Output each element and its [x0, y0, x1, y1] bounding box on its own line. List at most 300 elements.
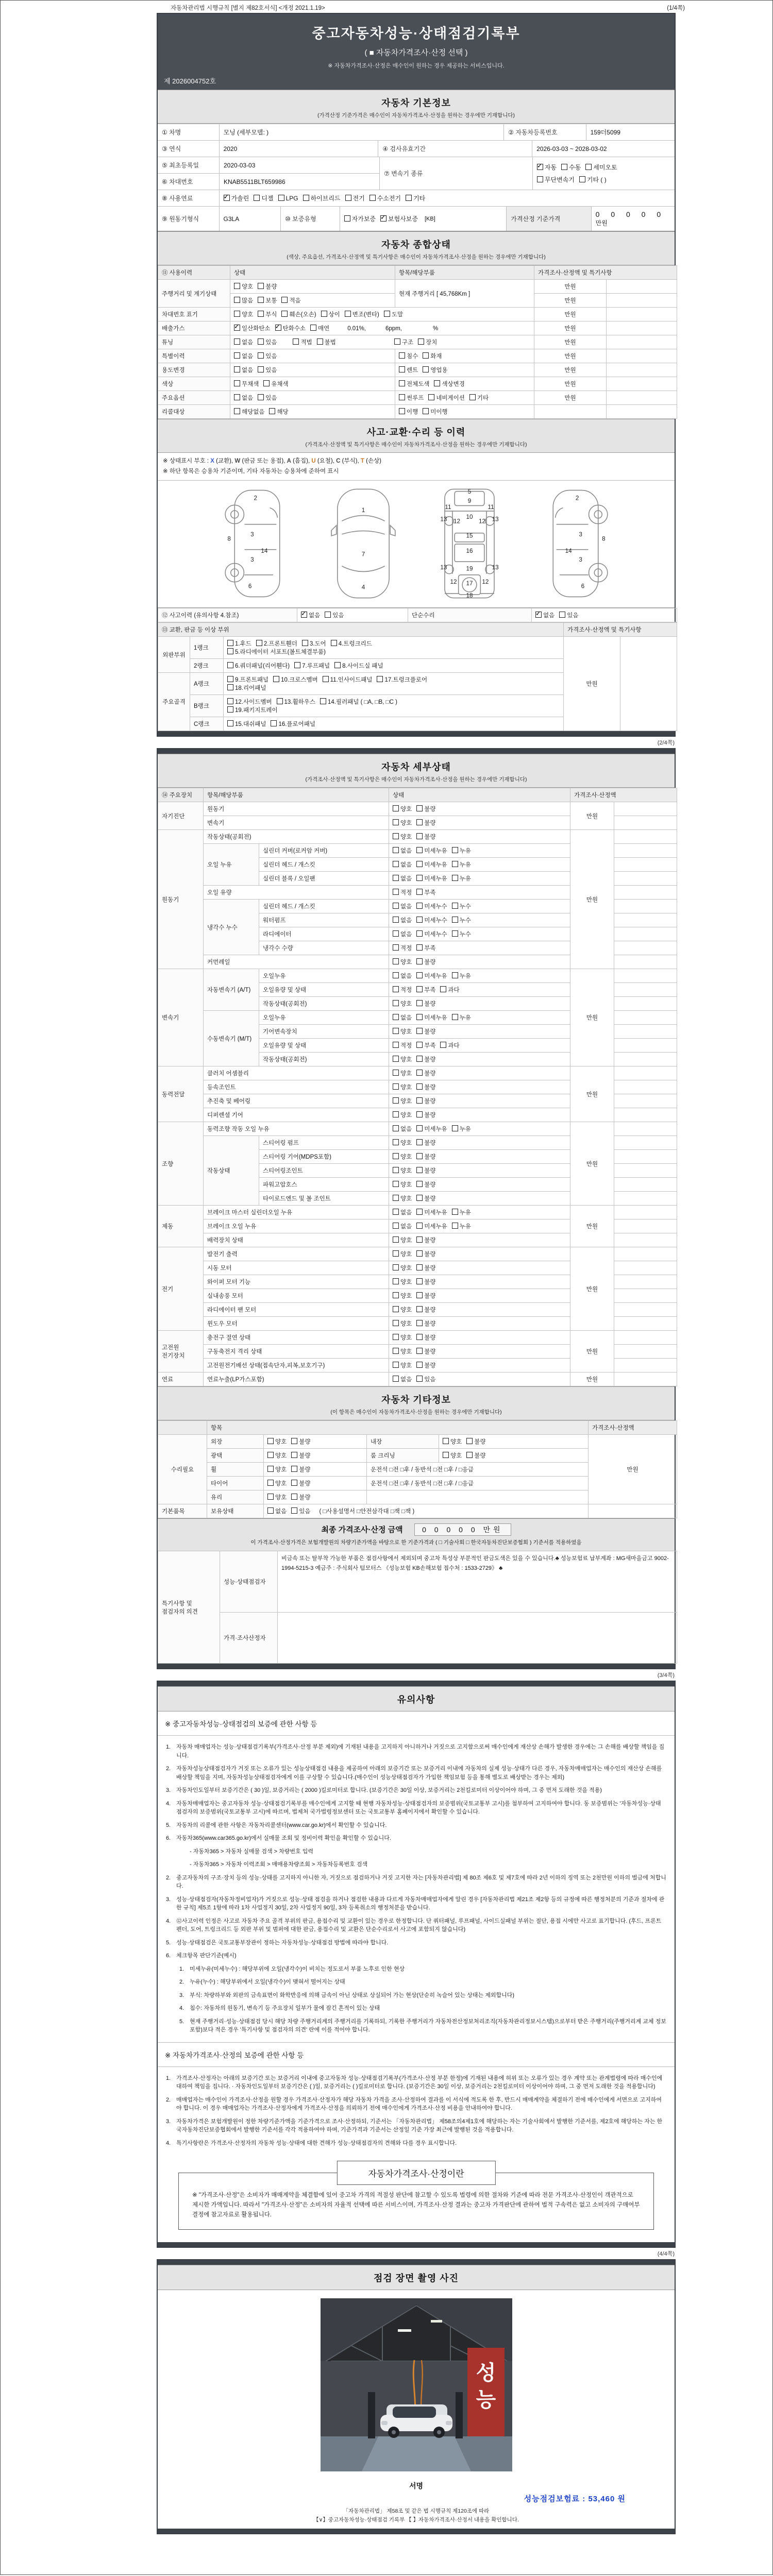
- checkbox[interactable]: [267, 1466, 274, 1472]
- column-header: 가격조사·산정액: [570, 788, 677, 802]
- checkbox[interactable]: [269, 408, 275, 414]
- checkbox[interactable]: [585, 164, 592, 170]
- checkbox[interactable]: [416, 1139, 423, 1145]
- option-양호: 양호: [267, 1437, 287, 1446]
- checkbox[interactable]: [416, 805, 423, 811]
- checkbox[interactable]: [291, 1480, 297, 1486]
- page-3: [157, 1681, 676, 2248]
- diagram-panel-number: 8: [227, 535, 231, 543]
- checkbox[interactable]: [416, 1056, 423, 1062]
- panel-options: [224, 717, 564, 731]
- option-19.패키지트레이: 19.패키지트레이: [227, 706, 278, 714]
- checkbox[interactable]: [393, 1334, 399, 1340]
- option-적정: 적정: [393, 986, 412, 994]
- checkbox[interactable]: [399, 408, 405, 414]
- checkbox[interactable]: [393, 917, 399, 923]
- price-cell: 만원: [564, 637, 620, 731]
- checkbox[interactable]: [416, 1070, 423, 1076]
- checkbox[interactable]: [393, 1209, 399, 1215]
- checkbox[interactable]: [258, 366, 264, 372]
- checkbox[interactable]: [393, 847, 399, 853]
- checkbox[interactable]: [443, 1452, 449, 1458]
- etc-info-header: [158, 1386, 675, 1420]
- checkbox[interactable]: [416, 1278, 423, 1284]
- checkbox[interactable]: [393, 1278, 399, 1284]
- checkbox[interactable]: [317, 338, 323, 345]
- checkbox[interactable]: [227, 648, 233, 654]
- note-cell: [614, 844, 677, 858]
- checkbox[interactable]: [416, 903, 423, 909]
- basic-items-group-label: 기본품목: [158, 1504, 207, 1518]
- diagram-panel-number: 6: [248, 583, 251, 590]
- sub-group-label: 냉각수 누수: [204, 900, 259, 955]
- state-cell: [389, 1317, 570, 1331]
- opinion-text: 비금속 또는 탈부착 가능한 부품은 점검사항에서 제외되며 중고차 특성상 부분적인 판금도색은 있을 수 있습니다.♣ 성능보험료 납부계좌 : MG새마을금고 9002-1994-5215-3 예금주 : 주식회사 텀모터스 《성능보험 KB손해보험 접수처 : 1533-2729》 ♣: [278, 1551, 677, 1613]
- checkbox[interactable]: [310, 325, 316, 331]
- checkbox[interactable]: [416, 1153, 423, 1159]
- checkbox[interactable]: [277, 698, 283, 704]
- price-cell: 만원: [534, 349, 607, 363]
- option-불량: 불량: [416, 958, 435, 966]
- checkbox[interactable]: [416, 1348, 423, 1354]
- note-cell: [614, 997, 677, 1011]
- diagram-panel-number: 8: [601, 535, 606, 543]
- checkbox[interactable]: [393, 1348, 399, 1354]
- checkbox[interactable]: [434, 380, 440, 386]
- option-13.휠하우스: 13.휠하우스: [277, 698, 315, 706]
- notice-item: 3. 성능·상태점검자(자동차정비업자)가 거짓으로 성능·상태 점검을 하거나 점검한 내용과 다르게 자동차매매업자에게 알린 경우 [자동차관리법 제21조 제2항 등의 규정에 따른 행정처분의 기준과 절차에 관한 규칙] 제5조 1항에 따라 1차 사업정지 30일, 2차 사업정지 90일, 3차 등록취소의 행정처분을 받습니다.: [166, 1896, 665, 1911]
- checkbox[interactable]: [227, 706, 233, 713]
- diagram-panel-number: 11: [444, 503, 451, 511]
- page-number: (2/4쪽): [657, 740, 675, 747]
- notice-body: [158, 1711, 675, 2230]
- checkbox[interactable]: [325, 612, 331, 618]
- option-LPG: LPG: [278, 195, 298, 202]
- checkbox[interactable]: [443, 1438, 449, 1444]
- checkbox[interactable]: [416, 1362, 423, 1368]
- checkbox[interactable]: [406, 195, 412, 201]
- checkbox[interactable]: [227, 698, 233, 704]
- checkbox[interactable]: [293, 338, 299, 345]
- item-label: 스티어링조인트: [259, 1164, 389, 1178]
- row-label: 주요옵션: [158, 391, 230, 405]
- checkbox[interactable]: [393, 805, 399, 811]
- engine-type-value: G3LA: [220, 207, 281, 231]
- checkbox[interactable]: [423, 408, 429, 414]
- state-cell: [389, 900, 570, 913]
- option-미세누수: 미세누수: [416, 930, 447, 938]
- legend-codes: ※ 상태표시 부호 : X (교환), W (판금 또는 용접), A (흠집), U (요철), C (부식), T (손상): [163, 458, 382, 464]
- checkbox[interactable]: [254, 195, 260, 201]
- option-누수: 누수: [452, 930, 471, 938]
- checkbox[interactable]: [234, 297, 240, 303]
- checkbox[interactable]: [399, 366, 405, 372]
- checkbox[interactable]: [291, 1438, 297, 1444]
- checkbox[interactable]: [452, 1209, 458, 1215]
- banner-char-1: 성: [476, 2362, 496, 2384]
- checkbox[interactable]: [416, 1042, 423, 1048]
- checkbox[interactable]: [393, 819, 399, 825]
- option-있음: 있음: [258, 338, 277, 346]
- panel-options: [224, 695, 564, 717]
- option-불량: 불량: [416, 1361, 435, 1369]
- checkbox[interactable]: [321, 311, 327, 317]
- checkbox[interactable]: [278, 195, 284, 201]
- checkbox[interactable]: [291, 1452, 297, 1458]
- checkbox[interactable]: [393, 1014, 399, 1020]
- item-label: 타이어: [207, 1477, 264, 1490]
- checkbox[interactable]: [393, 1070, 399, 1076]
- checkbox-checked[interactable]: [224, 195, 230, 201]
- checkbox[interactable]: [416, 1097, 423, 1104]
- diagram-panel-number: 12: [481, 578, 489, 585]
- checkbox-checked[interactable]: [535, 612, 542, 618]
- option-부족: 부족: [416, 1041, 435, 1049]
- checkbox[interactable]: [452, 917, 458, 923]
- option-과다: 과다: [440, 1041, 459, 1049]
- checkbox[interactable]: [416, 1014, 423, 1020]
- notice-item: 4. 특기사항란은 가격조사·산정자의 자동차 성능·상태에 대한 견해가 성능·상태점검자의 견해와 다를 경우 표시합니다.: [166, 2140, 457, 2146]
- state-cell: [230, 363, 395, 377]
- checkbox[interactable]: [416, 1000, 423, 1006]
- checkbox[interactable]: [416, 1195, 423, 1201]
- note-cell: [614, 1011, 677, 1025]
- checkbox[interactable]: [416, 917, 423, 923]
- checkbox[interactable]: [393, 1097, 399, 1104]
- checkbox[interactable]: [423, 366, 429, 372]
- checkbox[interactable]: [384, 311, 390, 317]
- option-5.라디에이터 서포트(볼트체결부품): 5.라디에이터 서포트(볼트체결부품): [227, 648, 326, 656]
- checkbox[interactable]: [416, 944, 423, 951]
- option-불량: 불량: [291, 1465, 310, 1473]
- checkbox[interactable]: [393, 972, 399, 978]
- checkbox[interactable]: [393, 1042, 399, 1048]
- checkbox[interactable]: [416, 1306, 423, 1312]
- checkbox[interactable]: [281, 297, 288, 303]
- option-양호: 양호: [393, 1069, 412, 1077]
- legend-note: ※ 하단 항목은 승용차 기준이며, 기타 자동차는 승용차에 준하여 표시: [163, 468, 339, 474]
- checkbox[interactable]: [423, 352, 429, 359]
- checkbox[interactable]: [234, 352, 240, 359]
- checkbox[interactable]: [393, 1139, 399, 1145]
- checkbox[interactable]: [258, 283, 264, 289]
- checkbox[interactable]: [377, 676, 383, 682]
- option-전체도색: 전체도색: [399, 380, 429, 388]
- page-top-bar: [158, 2260, 675, 2265]
- checkbox[interactable]: [334, 662, 341, 668]
- checkbox[interactable]: [234, 394, 240, 400]
- option-누유: 누유: [452, 1125, 471, 1133]
- checkbox[interactable]: [344, 215, 350, 222]
- option-변조(변타): 변조(변타): [345, 310, 379, 318]
- checkbox[interactable]: [291, 1466, 297, 1472]
- checkbox[interactable]: [320, 698, 326, 704]
- checkbox[interactable]: [579, 176, 585, 182]
- item-label: 오일유량 및 상태: [259, 1039, 389, 1053]
- checkbox[interactable]: [416, 1181, 423, 1187]
- value-text: 6ppm,: [385, 326, 402, 332]
- checkbox[interactable]: [271, 720, 277, 726]
- checkbox[interactable]: [393, 1223, 399, 1229]
- checkbox[interactable]: [399, 380, 405, 386]
- checkbox[interactable]: [234, 283, 240, 289]
- checkbox[interactable]: [416, 972, 423, 978]
- checkbox[interactable]: [267, 1452, 274, 1458]
- option-불량: 불량: [416, 1055, 435, 1063]
- checkbox[interactable]: [393, 1236, 399, 1243]
- checkbox[interactable]: [281, 311, 288, 317]
- checkbox[interactable]: [416, 1376, 423, 1382]
- checkbox[interactable]: [302, 640, 308, 646]
- state-cell: [264, 1435, 367, 1449]
- state-cell: [439, 1435, 589, 1449]
- option-양호: 양호: [393, 1264, 412, 1272]
- checkbox[interactable]: [416, 1209, 423, 1215]
- checkbox-checked[interactable]: [301, 612, 307, 618]
- page-bottom-bar: [158, 731, 675, 736]
- checkbox[interactable]: [393, 1153, 399, 1159]
- checkbox[interactable]: [399, 394, 405, 400]
- option-불량: 불량: [416, 1083, 435, 1091]
- checkbox[interactable]: [393, 1028, 399, 1034]
- note-cell: [614, 1289, 677, 1303]
- model-year-value: 2020: [220, 141, 379, 157]
- checkbox[interactable]: [440, 986, 446, 992]
- option-있음: 있음: [258, 366, 277, 374]
- option-없음: 없음: [393, 972, 412, 980]
- checkbox[interactable]: [393, 833, 399, 839]
- checkbox[interactable]: [466, 1438, 473, 1444]
- overall-status-title: 자동차 종합상태: [381, 240, 451, 250]
- checkbox[interactable]: [466, 1452, 473, 1458]
- item-label: 브레이크 마스터 실린더오일 누유: [204, 1206, 389, 1219]
- checkbox[interactable]: [416, 930, 423, 937]
- note-cell: [614, 1275, 677, 1289]
- etc-info-table: [158, 1420, 677, 1518]
- checkbox[interactable]: [393, 1111, 399, 1117]
- diagram-panel-number: 13: [492, 564, 499, 571]
- state-cell: [389, 1219, 570, 1233]
- checkbox[interactable]: [416, 1028, 423, 1034]
- checkbox[interactable]: [416, 861, 423, 867]
- page-number: (3/4쪽): [657, 1672, 675, 1679]
- sub-group-label: 오일 누유: [204, 844, 259, 886]
- checkbox[interactable]: [393, 1083, 399, 1090]
- checkbox[interactable]: [234, 366, 240, 372]
- checkbox[interactable]: [393, 1167, 399, 1173]
- document-number: 제 2026004752호: [164, 77, 216, 85]
- state-cell: [389, 913, 570, 927]
- checkbox[interactable]: [234, 338, 240, 345]
- checkbox[interactable]: [258, 297, 264, 303]
- checkbox[interactable]: [393, 1376, 399, 1382]
- checkbox[interactable]: [393, 944, 399, 951]
- checkbox[interactable]: [561, 164, 567, 170]
- checkbox[interactable]: [416, 1236, 423, 1243]
- state-cell: [230, 377, 395, 391]
- checkbox[interactable]: [294, 662, 300, 668]
- checkbox[interactable]: [393, 930, 399, 937]
- item-cell: [395, 363, 534, 377]
- note-cell: [614, 1345, 677, 1359]
- checkbox[interactable]: [416, 1083, 423, 1090]
- checkbox[interactable]: [393, 958, 399, 964]
- checkbox[interactable]: [416, 1264, 423, 1270]
- field-label: ① 차명: [158, 124, 220, 140]
- checkbox[interactable]: [267, 1438, 274, 1444]
- checkbox[interactable]: [452, 1223, 458, 1229]
- checkbox[interactable]: [452, 875, 458, 881]
- panel-options: [224, 659, 564, 673]
- checkbox[interactable]: [416, 1334, 423, 1340]
- checkbox[interactable]: [416, 1320, 423, 1326]
- checkbox[interactable]: [537, 176, 543, 182]
- checkbox[interactable]: [263, 380, 270, 386]
- checkbox[interactable]: [416, 833, 423, 839]
- state-cell: [389, 1053, 570, 1066]
- notice-item: 3. 자동차가격은 보험개발원이 정한 차량기준가액을 기준가격으로 조사·산정하되, 기준서는 「자동차관리법」 제58조의4제1호에 해당하는 자는 기술사회에서 발행한 기준서를, 제2호에 해당하는 자는 한국자동차진단보증협회에서 발행한 기준서를 각각 적용하여야 하며, 기준가격과 기준서는 산정일 기준 가장 최근에 발행된 것을 적용합니다.: [166, 2118, 663, 2133]
- checkbox[interactable]: [331, 640, 337, 646]
- checkbox[interactable]: [393, 1181, 399, 1187]
- checkbox[interactable]: [416, 819, 423, 825]
- checkbox[interactable]: [416, 986, 423, 992]
- checkbox[interactable]: [452, 972, 458, 978]
- checkbox[interactable]: [394, 338, 400, 345]
- checkbox[interactable]: [452, 930, 458, 937]
- checkbox[interactable]: [369, 195, 376, 201]
- checkbox[interactable]: [227, 720, 233, 726]
- checkbox[interactable]: [416, 889, 423, 895]
- checkbox[interactable]: [416, 1125, 423, 1131]
- checkbox[interactable]: [393, 986, 399, 992]
- checkbox[interactable]: [234, 380, 240, 386]
- checkbox[interactable]: [393, 1056, 399, 1062]
- option-침수: 침수: [399, 352, 418, 360]
- checkbox[interactable]: [393, 903, 399, 909]
- checkbox[interactable]: [393, 1000, 399, 1006]
- checkbox[interactable]: [452, 1014, 458, 1020]
- checkbox[interactable]: [234, 408, 240, 414]
- checkbox[interactable]: [323, 676, 329, 682]
- notice-item: - 자동차365 > 자동차 이력조회 > 매매용차량조회 > 자동차등록번호 검색: [190, 1861, 368, 1868]
- checkbox-checked[interactable]: [537, 164, 543, 170]
- note-cell: [614, 983, 677, 997]
- checkbox[interactable]: [258, 352, 264, 359]
- checkbox[interactable]: [399, 352, 405, 359]
- notice-header: [158, 1686, 675, 1711]
- option-누유: 누유: [452, 874, 471, 883]
- option-미세누유: 미세누유: [416, 1208, 447, 1216]
- option-세미오토: 세미오토: [585, 163, 617, 172]
- checkbox[interactable]: [452, 847, 458, 853]
- checkbox[interactable]: [393, 1125, 399, 1131]
- checkbox[interactable]: [267, 1507, 274, 1514]
- checkbox[interactable]: [416, 1292, 423, 1298]
- checkbox[interactable]: [393, 1362, 399, 1368]
- checkbox[interactable]: [258, 338, 264, 345]
- final-price-value: 0 0 0 0 0 만원: [414, 1523, 511, 1536]
- checkbox[interactable]: [393, 1306, 399, 1312]
- checkbox[interactable]: [393, 1292, 399, 1298]
- state-cell: [230, 349, 395, 363]
- option-해당없음: 해당없음: [234, 408, 264, 416]
- page-top-bar: [158, 749, 675, 754]
- notice-section2-items: [158, 2067, 675, 2156]
- checkbox[interactable]: [345, 195, 351, 201]
- checkbox[interactable]: [393, 1195, 399, 1201]
- checkbox[interactable]: [393, 1320, 399, 1326]
- checkbox[interactable]: [273, 676, 279, 682]
- note-cell: [614, 1025, 677, 1039]
- checkbox[interactable]: [428, 394, 434, 400]
- checkbox[interactable]: [416, 1250, 423, 1257]
- state-cell: [389, 1039, 570, 1053]
- checkbox-checked[interactable]: [234, 325, 240, 331]
- checkbox[interactable]: [418, 338, 424, 345]
- checkbox[interactable]: [416, 875, 423, 881]
- checkbox[interactable]: [452, 861, 458, 867]
- checkbox[interactable]: [291, 1507, 297, 1514]
- option-가솔린: ✓ 가솔린: [224, 194, 249, 202]
- note-cell: [607, 294, 677, 308]
- checkbox[interactable]: [416, 1111, 423, 1117]
- checkbox[interactable]: [416, 847, 423, 853]
- checkbox[interactable]: [258, 311, 264, 317]
- option-있음: 있음: [559, 611, 578, 619]
- checkbox[interactable]: [303, 195, 309, 201]
- note-cell: [614, 1080, 677, 1094]
- checkbox[interactable]: [559, 612, 565, 618]
- note-cell: [614, 1164, 677, 1178]
- checkbox-checked[interactable]: [380, 215, 386, 222]
- checkbox[interactable]: [393, 861, 399, 867]
- checkbox[interactable]: [267, 1480, 274, 1486]
- item-label: 작동상태(공회전): [204, 830, 389, 844]
- checkbox[interactable]: [393, 1264, 399, 1270]
- checkbox[interactable]: [234, 311, 240, 317]
- checkbox-checked[interactable]: [275, 325, 281, 331]
- option-불량: 불량: [466, 1451, 485, 1460]
- item-label: 타이로드엔드 및 볼 조인트: [259, 1192, 389, 1206]
- checkbox[interactable]: [227, 676, 233, 682]
- checkbox[interactable]: [452, 1125, 458, 1131]
- checkbox[interactable]: [227, 662, 233, 668]
- checkbox[interactable]: [256, 640, 262, 646]
- checkbox[interactable]: [227, 640, 233, 646]
- checkbox[interactable]: [452, 903, 458, 909]
- item-label: 실내송풍 모터: [204, 1289, 389, 1303]
- option-4.트렁크리드: 4.트렁크리드: [331, 639, 372, 648]
- checkbox[interactable]: [416, 958, 423, 964]
- checkbox[interactable]: [393, 875, 399, 881]
- price-survey-select: ( ■ 자동차가격조사·산정 선택 ): [364, 48, 468, 57]
- checkbox[interactable]: [267, 1494, 274, 1500]
- checkbox[interactable]: [416, 1223, 423, 1229]
- checkbox[interactable]: [291, 1494, 297, 1500]
- item-label: 스티어링 기어(MDPS포함): [259, 1150, 389, 1164]
- checkbox[interactable]: [227, 684, 233, 690]
- option-불량: 불량: [416, 1153, 435, 1161]
- checkbox[interactable]: [440, 1042, 446, 1048]
- row-label: 튜닝: [158, 335, 230, 349]
- checkbox[interactable]: [416, 1167, 423, 1173]
- checkbox[interactable]: [393, 889, 399, 895]
- checkbox[interactable]: [469, 394, 476, 400]
- checkbox[interactable]: [258, 394, 264, 400]
- checkbox[interactable]: [345, 311, 351, 317]
- checkbox[interactable]: [393, 1250, 399, 1257]
- note-cell: [614, 1303, 677, 1317]
